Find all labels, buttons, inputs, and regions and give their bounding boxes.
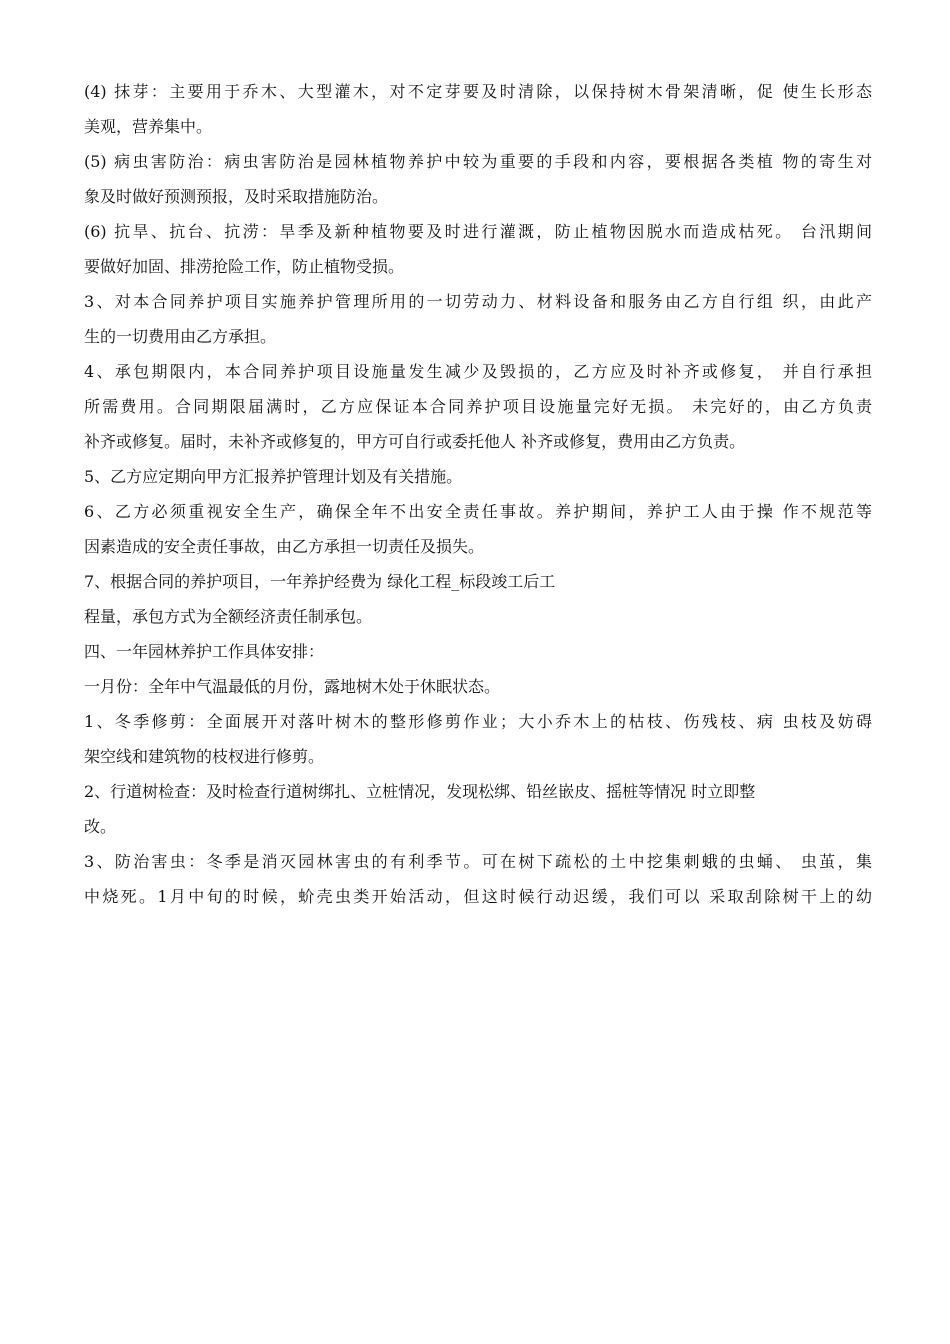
text-line: 3、对本合同养护项目实施养护管理所用的一切劳动力、材料设备和服务由乙方自行组 织，由此产 bbox=[84, 292, 872, 311]
text-line: 程量，承包方式为全额经济责任制承包。 bbox=[84, 607, 373, 626]
text-line: 美观，营养集中。 bbox=[84, 117, 213, 136]
text-line: 四、一年园林养护工作具体安排： bbox=[84, 642, 325, 661]
text-line: 5、乙方应定期向甲方汇报养护管理计划及有关措施。 bbox=[84, 467, 463, 486]
text-line: 中烧死。1月中旬的时候，蚧壳虫类开始活动，但这时候行动迟缓，我们可以 采取刮除树干上的幼 bbox=[84, 887, 872, 906]
text-line: (6) 抗旱、抗台、抗涝：旱季及新种植物要及时进行灌溉，防止植物因脱水而造成枯死。 台汛期间 bbox=[84, 222, 872, 241]
text-line: 1、冬季修剪：全面展开对落叶树木的整形修剪作业；大小乔木上的枯枝、伤残枝、病 虫枝及妨碍 bbox=[84, 712, 872, 731]
text-line: 3、防治害虫：冬季是消灭园林害虫的有利季节。可在树下疏松的土中挖集刺蛾的虫蛹、 虫茧，集 bbox=[84, 852, 872, 871]
text-line: 4、承包期限内，本合同养护项目设施量发生减少及毁损的，乙方应及时补齐或修复， 并自行承担 bbox=[84, 362, 872, 381]
text-line: 所需费用。合同期限届满时，乙方应保证本合同养护项目设施量完好无损。 未完好的，由乙方负责 bbox=[84, 397, 872, 416]
text-line: 7、根据合同的养护项目，一年养护经费为 绿化工程_标段竣工后工 bbox=[84, 572, 556, 591]
text-line: 生的一切费用由乙方承担。 bbox=[84, 327, 277, 346]
text-line: 补齐或修复。届时，未补齐或修复的，甲方可自行或委托他人 补齐或修复，费用由乙方负责。 bbox=[84, 432, 746, 451]
text-line: (4) 抹芽：主要用于乔木、大型灌木，对不定芽要及时清除，以保持树木骨架清晰，促 使生长形态 bbox=[84, 82, 872, 101]
text-line: 6、乙方必须重视安全生产，确保全年不出安全责任事故。养护期间，养护工人由于操 作不规范等 bbox=[84, 502, 872, 521]
text-line: 象及时做好预测预报，及时采取措施防治。 bbox=[84, 187, 389, 206]
text-line: 2、行道树检查：及时检查行道树绑扎、立桩情况，发现松绑、铅丝嵌皮、摇桩等情况 时立即整 bbox=[84, 782, 756, 801]
text-line: 要做好加固、排涝抢险工作，防止植物受损。 bbox=[84, 257, 405, 276]
text-line: 架空线和建筑物的枝杈进行修剪。 bbox=[84, 747, 325, 766]
text-line: (5) 病虫害防治：病虫害防治是园林植物养护中较为重要的手段和内容，要根据各类植 物的寄生对 bbox=[84, 152, 872, 171]
text-line: 因素造成的安全责任事故，由乙方承担一切责任及损失。 bbox=[84, 537, 485, 556]
text-line: 改。 bbox=[84, 817, 117, 836]
text-line: 一月份：全年中气温最低的月份，露地树木处于休眠状态。 bbox=[84, 677, 501, 696]
